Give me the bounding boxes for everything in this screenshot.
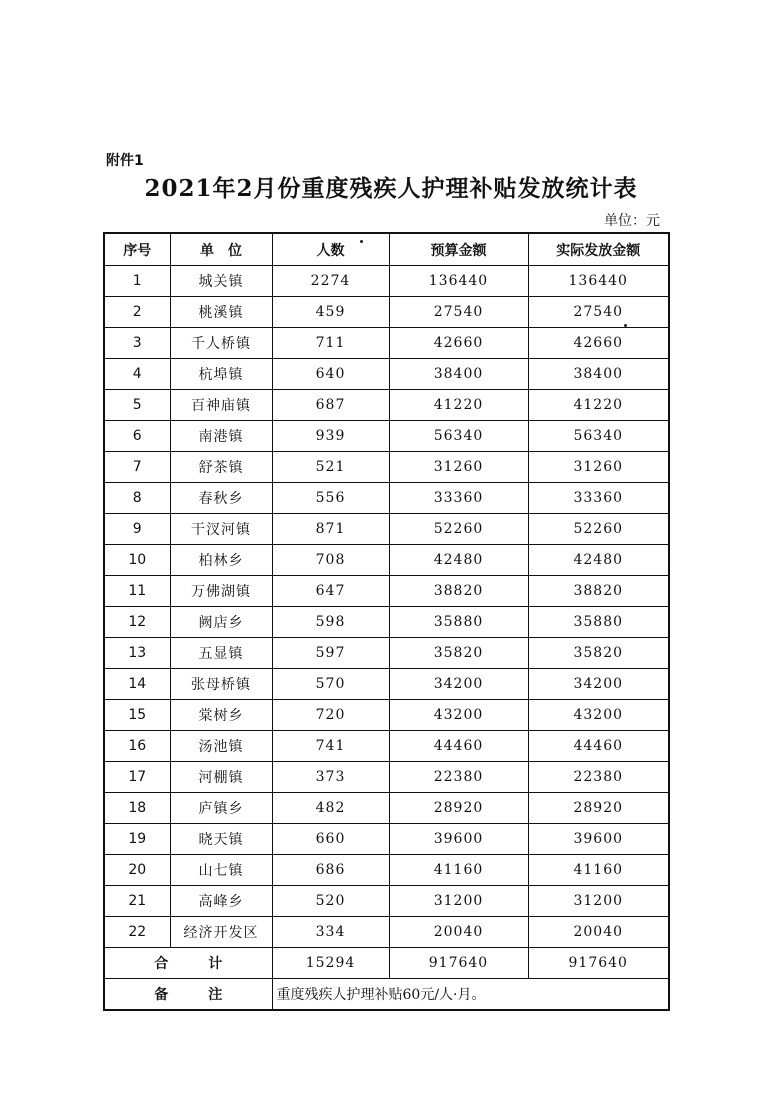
header-people: 人数 <box>272 233 389 266</box>
row-no: 5 <box>104 390 170 421</box>
row-no: 8 <box>104 483 170 514</box>
page-title: 2021年2月份重度残疾人护理补贴发放统计表 <box>144 175 638 202</box>
row-actual: 35880 <box>528 607 669 638</box>
row-unit: 张母桥镇 <box>170 669 272 700</box>
table-row <box>104 607 669 638</box>
row-budget: 35880 <box>389 607 528 638</box>
row-no: 16 <box>104 731 170 762</box>
row-budget: 43200 <box>389 700 528 731</box>
row-actual: 33360 <box>528 483 669 514</box>
table-row <box>104 824 669 855</box>
row-people: 334 <box>272 917 389 948</box>
row-people: 711 <box>272 328 389 359</box>
row-no: 20 <box>104 855 170 886</box>
row-budget: 52260 <box>389 514 528 545</box>
row-no: 11 <box>104 576 170 607</box>
row-people: 939 <box>272 421 389 452</box>
row-budget: 20040 <box>389 917 528 948</box>
header-unit: 单 位 <box>170 233 272 266</box>
row-people: 871 <box>272 514 389 545</box>
row-budget: 33360 <box>389 483 528 514</box>
table-row <box>104 452 669 483</box>
table-row <box>104 762 669 793</box>
total-label: 合计 <box>104 948 272 979</box>
row-actual: 34200 <box>528 669 669 700</box>
row-unit: 桃溪镇 <box>170 297 272 328</box>
statistics-table <box>103 232 670 1011</box>
row-budget: 38400 <box>389 359 528 390</box>
row-actual: 52260 <box>528 514 669 545</box>
table-row <box>104 886 669 917</box>
row-people: 741 <box>272 731 389 762</box>
row-people: 597 <box>272 638 389 669</box>
row-budget: 38820 <box>389 576 528 607</box>
row-no: 15 <box>104 700 170 731</box>
table-row <box>104 328 669 359</box>
row-people: 640 <box>272 359 389 390</box>
row-no: 21 <box>104 886 170 917</box>
row-budget: 39600 <box>389 824 528 855</box>
row-unit: 阙店乡 <box>170 607 272 638</box>
row-actual: 31260 <box>528 452 669 483</box>
table-row <box>104 421 669 452</box>
total-actual: 917640 <box>528 948 669 979</box>
row-budget: 34200 <box>389 669 528 700</box>
row-budget: 31200 <box>389 886 528 917</box>
row-budget: 31260 <box>389 452 528 483</box>
remark-text: 重度残疾人护理补贴60元/人·月。 <box>272 979 669 1011</box>
row-budget: 35820 <box>389 638 528 669</box>
total-row <box>104 948 669 979</box>
row-actual: 39600 <box>528 824 669 855</box>
row-people: 647 <box>272 576 389 607</box>
row-people: 482 <box>272 793 389 824</box>
table-row <box>104 483 669 514</box>
row-budget: 42660 <box>389 328 528 359</box>
row-no: 14 <box>104 669 170 700</box>
total-people: 15294 <box>272 948 389 979</box>
row-actual: 42480 <box>528 545 669 576</box>
row-budget: 22380 <box>389 762 528 793</box>
row-budget: 41160 <box>389 855 528 886</box>
scan-speck <box>624 324 627 327</box>
table-header-row <box>104 233 669 266</box>
table-row <box>104 545 669 576</box>
row-no: 17 <box>104 762 170 793</box>
row-unit: 晓天镇 <box>170 824 272 855</box>
row-no: 22 <box>104 917 170 948</box>
table-row <box>104 917 669 948</box>
remark-row <box>104 979 669 1011</box>
table-row <box>104 576 669 607</box>
table-row <box>104 390 669 421</box>
row-actual: 44460 <box>528 731 669 762</box>
row-budget: 28920 <box>389 793 528 824</box>
row-people: 708 <box>272 545 389 576</box>
row-unit: 经济开发区 <box>170 917 272 948</box>
row-actual: 38820 <box>528 576 669 607</box>
table-body <box>104 266 669 948</box>
row-no: 2 <box>104 297 170 328</box>
row-actual: 136440 <box>528 266 669 297</box>
row-people: 459 <box>272 297 389 328</box>
row-actual: 38400 <box>528 359 669 390</box>
scan-speck <box>360 240 363 243</box>
header-budget: 预算金额 <box>389 233 528 266</box>
row-actual: 56340 <box>528 421 669 452</box>
row-unit: 棠树乡 <box>170 700 272 731</box>
row-people: 373 <box>272 762 389 793</box>
row-no: 7 <box>104 452 170 483</box>
row-actual: 41160 <box>528 855 669 886</box>
row-unit: 五显镇 <box>170 638 272 669</box>
row-budget: 44460 <box>389 731 528 762</box>
row-budget: 56340 <box>389 421 528 452</box>
table-row <box>104 514 669 545</box>
row-actual: 28920 <box>528 793 669 824</box>
row-actual: 35820 <box>528 638 669 669</box>
row-actual: 20040 <box>528 917 669 948</box>
row-unit: 干汊河镇 <box>170 514 272 545</box>
row-actual: 31200 <box>528 886 669 917</box>
row-people: 598 <box>272 607 389 638</box>
attachment-label: 附件1 <box>106 153 144 169</box>
row-unit: 山七镇 <box>170 855 272 886</box>
row-people: 660 <box>272 824 389 855</box>
row-unit: 春秋乡 <box>170 483 272 514</box>
row-unit: 高峰乡 <box>170 886 272 917</box>
table-row <box>104 669 669 700</box>
row-budget: 136440 <box>389 266 528 297</box>
table-row <box>104 700 669 731</box>
row-unit: 庐镇乡 <box>170 793 272 824</box>
row-unit: 杭埠镇 <box>170 359 272 390</box>
row-unit: 舒茶镇 <box>170 452 272 483</box>
row-people: 720 <box>272 700 389 731</box>
row-actual: 22380 <box>528 762 669 793</box>
row-unit: 城关镇 <box>170 266 272 297</box>
row-no: 4 <box>104 359 170 390</box>
remark-label: 备注 <box>104 979 272 1011</box>
row-people: 520 <box>272 886 389 917</box>
row-no: 9 <box>104 514 170 545</box>
row-people: 556 <box>272 483 389 514</box>
row-unit: 柏林乡 <box>170 545 272 576</box>
row-no: 6 <box>104 421 170 452</box>
row-unit: 百神庙镇 <box>170 390 272 421</box>
row-people: 2274 <box>272 266 389 297</box>
row-actual: 27540 <box>528 297 669 328</box>
row-actual: 43200 <box>528 700 669 731</box>
row-no: 10 <box>104 545 170 576</box>
row-budget: 27540 <box>389 297 528 328</box>
row-no: 13 <box>104 638 170 669</box>
header-no: 序号 <box>104 233 170 266</box>
row-unit: 万佛湖镇 <box>170 576 272 607</box>
row-actual: 41220 <box>528 390 669 421</box>
row-budget: 42480 <box>389 545 528 576</box>
table-row <box>104 731 669 762</box>
row-unit: 千人桥镇 <box>170 328 272 359</box>
table-row <box>104 855 669 886</box>
table-row <box>104 793 669 824</box>
row-no: 19 <box>104 824 170 855</box>
row-actual: 42660 <box>528 328 669 359</box>
row-unit: 汤池镇 <box>170 731 272 762</box>
table-row <box>104 297 669 328</box>
row-no: 1 <box>104 266 170 297</box>
row-unit: 南港镇 <box>170 421 272 452</box>
row-no: 3 <box>104 328 170 359</box>
row-people: 521 <box>272 452 389 483</box>
row-people: 687 <box>272 390 389 421</box>
row-unit: 河棚镇 <box>170 762 272 793</box>
row-no: 12 <box>104 607 170 638</box>
header-actual: 实际发放金额 <box>528 233 669 266</box>
table-row <box>104 266 669 297</box>
unit-label: 单位：元 <box>604 213 660 229</box>
row-no: 18 <box>104 793 170 824</box>
row-budget: 41220 <box>389 390 528 421</box>
table-row <box>104 359 669 390</box>
row-people: 570 <box>272 669 389 700</box>
table-row <box>104 638 669 669</box>
row-people: 686 <box>272 855 389 886</box>
total-budget: 917640 <box>389 948 528 979</box>
